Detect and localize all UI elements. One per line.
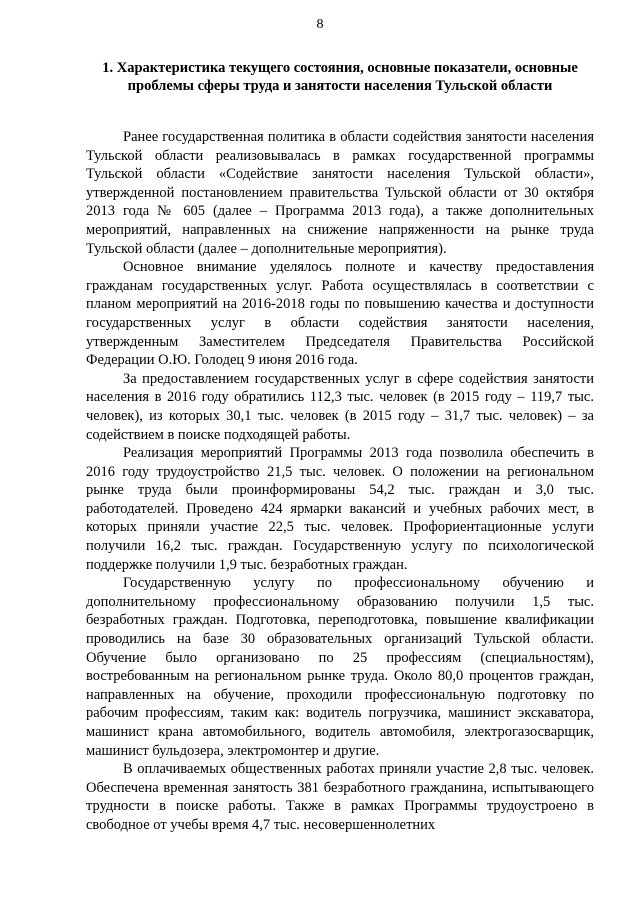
paragraph-service-quality: Основное внимание уделялось полноте и качеству предоставления гражданам государственных услуг. Работа осуществлялась в соответствии с планом мероприятий на 2016-2018 годы по повышению качества и доступности государственных услуг в области содействия занятости населения, утвержденным Заместителем Председателя Правительства Российской Федерации О.Ю. Голодец 9 июня 2016 года.	[86, 259, 594, 369]
section-body	[86, 128, 594, 835]
page-number: 8	[316, 17, 324, 32]
section-heading: 1. Характеристика текущего состояния, основные показатели, основные проблемы сферы труда и занятости населения Тульской области	[102, 60, 578, 94]
paragraph-vocational-training: Государственную услугу по профессиональному обучению и дополнительному профессиональному образованию получили 1,5 тыс. безработных граждан. Подготовка, переподготовка, повышение квалификации проводились на базе 30 образовательных организаций Тульской области. Обучение было организовано по 25 профессиям (специальностям), востребованным на региональном рынке труда. Около 80,0 процентов граждан, направленных на обучение, проходили профессиональную подготовку по рабочим профессиям, таким как: водитель погрузчика, машинист экскаватора, машинист крана автомобильного, водитель автомобиля, электрогазосварщик, машинист бульдозера, электромонтер и другие.	[86, 575, 594, 759]
paragraph-service-requests: За предоставлением государственных услуг в сфере содействия занятости населения в 2016 году обратились 112,3 тыс. человек (в 2015 году – 119,7 тыс. человек), из которых 30,1 тыс. человек (в 2015 году – 31,7 тыс. человек) – за содействием в поиске подходящей работы.	[86, 370, 594, 443]
paragraph-public-works: В оплачиваемых общественных работах приняли участие 2,8 тыс. человек. Обеспечена временная занятость 381 безработного гражданина, испытывающего трудности в поиске работы. Также в рамках Программы трудоустроено в свободное от учебы время 4,7 тыс. несовершеннолетних	[86, 761, 594, 833]
paragraph-previous-policy: Ранее государственная политика в области содействия занятости населения Тульской области реализовывалась в рамках государственной программы Тульской области «Содействие занятости населения Тульской области», утвержденной постановлением правительства Тульской области от 30 октября 2013 года № 605 (далее – Программа 2013 года), а также дополнительных мероприятий, направленных на снижение напряженности на рынке труда Тульской области (далее – дополнительные мероприятия).	[86, 129, 594, 257]
paragraph-program-results: Реализация мероприятий Программы 2013 года позволила обеспечить в 2016 году трудоустройство 21,5 тыс. человек. О положении на региональном рынке труда были проинформированы 54,2 тыс. граждан и 3,0 тыс. работодателей. Проведено 424 ярмарки вакансий и учебных рабочих мест, в которых приняли участие 22,5 тыс. человек. Профориентационные услуги получили 16,2 тыс. граждан. Государственную услугу по психологической поддержке получили 1,9 тыс. безработных граждан.	[86, 445, 594, 573]
